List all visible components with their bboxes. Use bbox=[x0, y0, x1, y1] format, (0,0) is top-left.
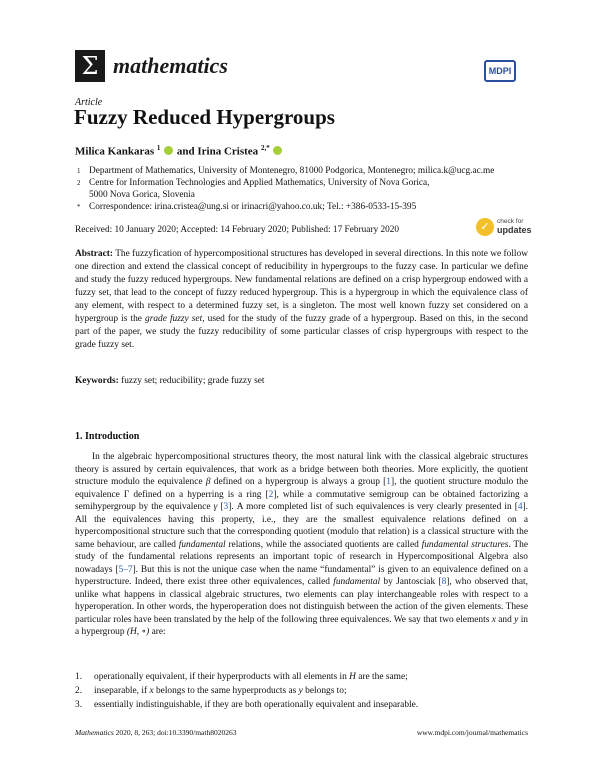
author-list bbox=[75, 144, 283, 158]
affiliation-text: Centre for Information Technologies and Applied Mathematics, University of Nova Gorica, bbox=[89, 178, 430, 188]
orcid-icon[interactable] bbox=[273, 146, 282, 155]
affiliation bbox=[89, 189, 195, 201]
abstract-label: Abstract: bbox=[75, 249, 114, 259]
citation-link[interactable]: 4 bbox=[517, 502, 523, 512]
author-superscript: 2,* bbox=[260, 144, 270, 152]
citation-link[interactable]: 1 bbox=[386, 477, 391, 487]
affiliation-marker: * bbox=[77, 203, 81, 211]
check-for-updates-button[interactable] bbox=[476, 216, 538, 238]
abstract-emphasis: grade fuzzy set bbox=[145, 314, 203, 324]
check-updates-label: updates bbox=[497, 225, 532, 235]
keywords bbox=[75, 376, 265, 386]
affiliation-text: Correspondence: irina.cristea@ung.si or irinacri@yahoo.co.uk; Tel.: +386-0533-15-395 bbox=[89, 202, 417, 212]
article-type: Article bbox=[75, 97, 103, 108]
affiliation bbox=[77, 201, 417, 213]
intro-paragraph: In the algebraic hypercompositional structures theory, the most natural link with the classical algebraic structures theory is assured by certain equivalences, that work as a bridge between both theories. More explicitly, the quotient structure modulo the equivalence β defined on a hypergroup is always a group [1], the quotient structure modulo the equivalence Γ defined on a hyperring is a ring [2], while a commutative semigroup can be obtained factorizing a semihypergroup by the equivalence γ [3]. A more completed list of such equivalences is very clearly presented in [4]. All the equivalences having this property, i.e., they are the smallest equivalence relations defined on a hypercompositional structure such that the corresponding quotient (modulo that relation) is a classical structure with the same behaviour, are called fundamental relations, while the associated quotients are called fundamental structures. The study of the fundamental relations represents an important topic of research in Hypercompositional Algebra also nowadays [5–7]. But this is not the unique case when the name “fundamental” is given to an equivalence defined on a hyperstructure. Indeed, there exist three other equivalences, called fundamental by Jantosciak [8], who observed that, unlike what happens in classical algebraic structures, two elements can play interchangeable roles with respect to a hyperoperation. In other words, the hyperoperation does not distinguish between the action of the given elements. These particular roles have been translated by the help of the following three equivalences. We say that two elements x and y in a hypergroup (H, ∘) are: bbox=[75, 452, 528, 637]
keywords-text: fuzzy set; reducibility; grade fuzzy set bbox=[118, 376, 265, 386]
affiliation bbox=[77, 165, 495, 177]
orcid-icon[interactable] bbox=[164, 146, 173, 155]
affiliation bbox=[77, 177, 430, 189]
author-connector: and bbox=[176, 145, 195, 158]
author-name[interactable]: Milica Kankaras bbox=[75, 145, 155, 158]
bookmark-icon: ✓ bbox=[476, 218, 494, 236]
publication-dates: Received: 10 January 2020; Accepted: 14 February 2020; Published: 17 February 2020 bbox=[75, 225, 400, 235]
citation-link[interactable]: 2 bbox=[268, 489, 274, 500]
list-number: 1. bbox=[75, 672, 83, 682]
journal-logo-icon: Σ bbox=[75, 50, 105, 82]
section-number: 1. bbox=[75, 431, 83, 442]
mdpi-logo: MDPI bbox=[484, 60, 516, 82]
citation-link[interactable]: 5–7 bbox=[118, 564, 133, 575]
page-title: Fuzzy Reduced Hypergroups bbox=[74, 105, 335, 129]
author-superscript: 1 bbox=[156, 144, 161, 152]
abstract bbox=[75, 248, 528, 352]
citation-link[interactable]: 3 bbox=[223, 502, 229, 512]
author-name[interactable]: Irina Cristea bbox=[197, 145, 259, 158]
affiliation-text: 5000 Nova Gorica, Slovenia bbox=[89, 190, 195, 200]
section-heading bbox=[75, 431, 139, 442]
citation-link[interactable]: 8 bbox=[441, 577, 447, 587]
section-title: Introduction bbox=[85, 431, 140, 442]
affiliation-marker: 1 bbox=[77, 167, 81, 175]
footer-citation: Mathematics 2020, 8, 263; doi:10.3390/math8020263 bbox=[75, 728, 237, 737]
footer-journal-link[interactable]: www.mdpi.com/journal/mathematics bbox=[416, 728, 528, 737]
check-updates-label: check for bbox=[497, 218, 524, 225]
list-number: 3. bbox=[75, 700, 83, 710]
affiliation-text: Department of Mathematics, University of Montenegro, 81000 Podgorica, Montenegro; milica.k@ucg.ac.me bbox=[89, 166, 495, 176]
abstract-text: , used for the study of the fuzzy grade of a hypergroup. Based on this, in the second part of the paper, we study the fuzzy reducibility of some particular classes of crisp hypergroups with respect to the grade fuzzy set. bbox=[75, 314, 528, 350]
abstract-text: The fuzzyfication of hypercompositional structures has developed in several directions. In this note we follow one direction and extend the classical concept of reducibility in hypergroups to the fuzzy case. In particular we define and study the fuzzy reduced hypergroups. New fundamental relations are defined on a crisp hypergroup endowed with a fuzzy set, that lead to the concept of fuzzy reduced hypergroup. This is a hypergroup in which the equivalence class of any element, with respect to a determined fuzzy set, is a singleton. The most well known fuzzy set considered on a hypergroup is the bbox=[75, 249, 528, 324]
keywords-label: Keywords: bbox=[75, 376, 119, 386]
journal-name: mathematics bbox=[113, 53, 228, 78]
affiliation-marker: 2 bbox=[77, 179, 81, 187]
list-number: 2. bbox=[75, 686, 83, 696]
